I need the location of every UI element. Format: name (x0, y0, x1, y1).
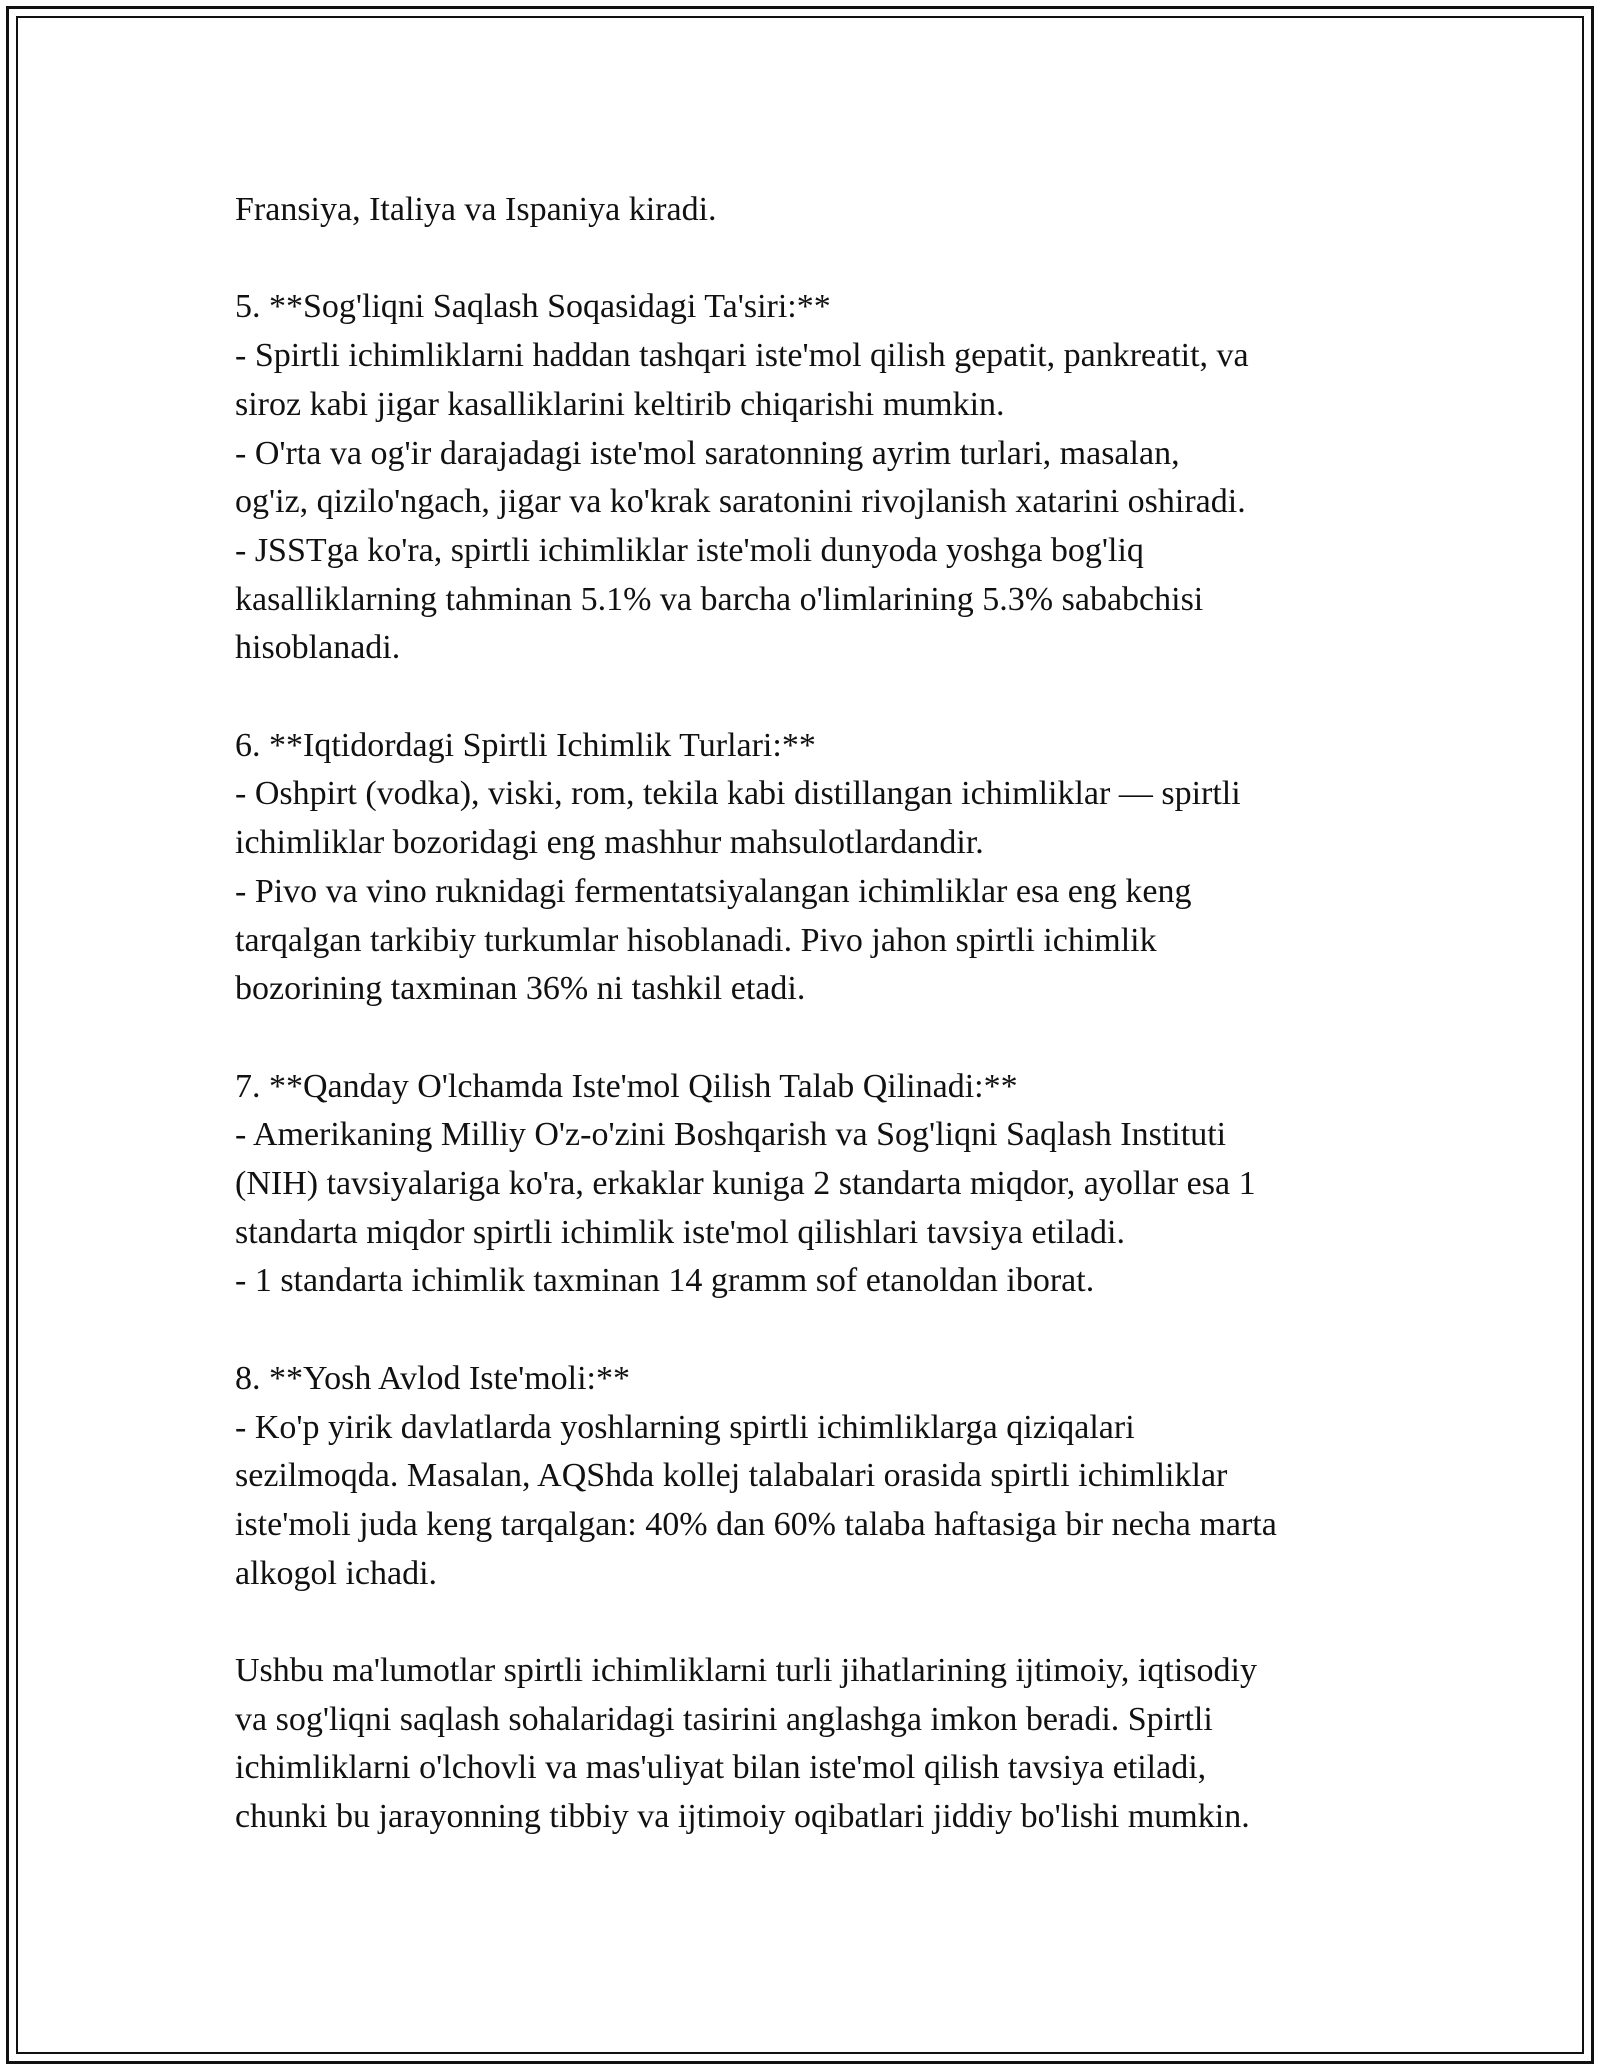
text-line: iste'moli juda keng tarqalgan: 40% dan 60% talaba haftasiga bir necha marta (235, 1505, 1277, 1543)
blank-line (235, 235, 1375, 284)
blank-line (235, 1306, 1375, 1355)
conclusion-line: va sog'liqni saqlash sohalaridagi tasirini anglashga imkon beradi. Spirtli (235, 1700, 1213, 1738)
text-line: alkogol ichadi. (235, 1554, 438, 1592)
list-item-line: - Ko'p yirik davlatlarda yoshlarning spirtli ichimliklarga qiziqalari (235, 1408, 1135, 1446)
text-line: ichimliklar bozoridagi eng mashhur mahsulotlardandir. (235, 824, 984, 862)
text-line: standarta miqdor spirtli ichimlik iste'mol qilishlari tavsiya etiladi. (235, 1213, 1125, 1251)
text-line: Fransiya, Italiya va Ispaniya kiradi. (235, 191, 717, 228)
text-line: og'iz, qizilo'ngach, jigar va ko'krak saratonini rivojlanish xatarini oshiradi. (235, 483, 1246, 521)
list-item-line: - 1 standarta ichimlik taxminan 14 gramm sof etanoldan iborat. (235, 1262, 1095, 1300)
text-line: (NIH) tavsiyalariga ko'ra, erkaklar kuniga 2 standarta miqdor, ayollar esa 1 (235, 1165, 1256, 1203)
text-line: hisoblanadi. (235, 629, 401, 667)
text-line: kasalliklarning tahminan 5.1% va barcha o'limlarining 5.3% sababchisi (235, 580, 1204, 618)
conclusion-line: ichimliklarni o'lchovli va mas'uliyat bilan iste'mol qilish tavsiya etiladi, (235, 1749, 1207, 1787)
text-line: bozorining taxminan 36% ni tashkil etadi. (235, 970, 806, 1008)
text-line: sezilmoqda. Masalan, AQShda kollej talabalari orasida spirtli ichimliklar (235, 1457, 1228, 1495)
conclusion-line: chunki bu jarayonning tibbiy va ijtimoiy oqibatlari jiddiy bo'lishi mumkin. (235, 1798, 1250, 1836)
text-line: siroz kabi jigar kasalliklarini keltirib chiqarishi mumkin. (235, 385, 1005, 423)
blank-line (235, 1598, 1375, 1647)
section-heading: 6. **Iqtidordagi Spirtli Ichimlik Turlari:** (235, 726, 816, 764)
list-item-line: - Amerikaning Milliy O'z-o'zini Boshqarish va Sog'liqni Saqlash Instituti (235, 1116, 1227, 1154)
list-item-line: - Spirtli ichimliklarni haddan tashqari iste'mol qilish gepatit, pankreatit, va (235, 337, 1249, 375)
section-heading: 8. **Yosh Avlod Iste'moli:** (235, 1359, 630, 1397)
text-line: tarqalgan tarkibiy turkumlar hisoblanadi. Pivo jahon spirtli ichimlik (235, 921, 1157, 959)
section-heading: 7. **Qanday O'lchamda Iste'mol Qilish Talab Qilinadi:** (235, 1067, 1018, 1105)
blank-line (235, 1014, 1375, 1063)
list-item-line: - Pivo va vino ruknidagi fermentatsiyalangan ichimliklar esa eng keng (235, 872, 1192, 910)
blank-line (235, 673, 1375, 722)
conclusion-line: Ushbu ma'lumotlar spirtli ichimliklarni turli jihatlarining ijtimoiy, iqtisodiy (235, 1652, 1257, 1690)
list-item-line: - JSSTga ko'ra, spirtli ichimliklar iste'moli dunyoda yoshga bog'liq (235, 531, 1144, 569)
document-body (235, 186, 1375, 1842)
list-item-line: - O'rta va og'ir darajadagi iste'mol saratonning ayrim turlari, masalan, (235, 434, 1180, 472)
list-item-line: - Oshpirt (vodka), viski, rom, tekila kabi distillangan ichimliklar — spirtli (235, 775, 1241, 813)
section-heading: 5. **Sog'liqni Saqlash Soqasidagi Ta'siri:** (235, 288, 831, 326)
